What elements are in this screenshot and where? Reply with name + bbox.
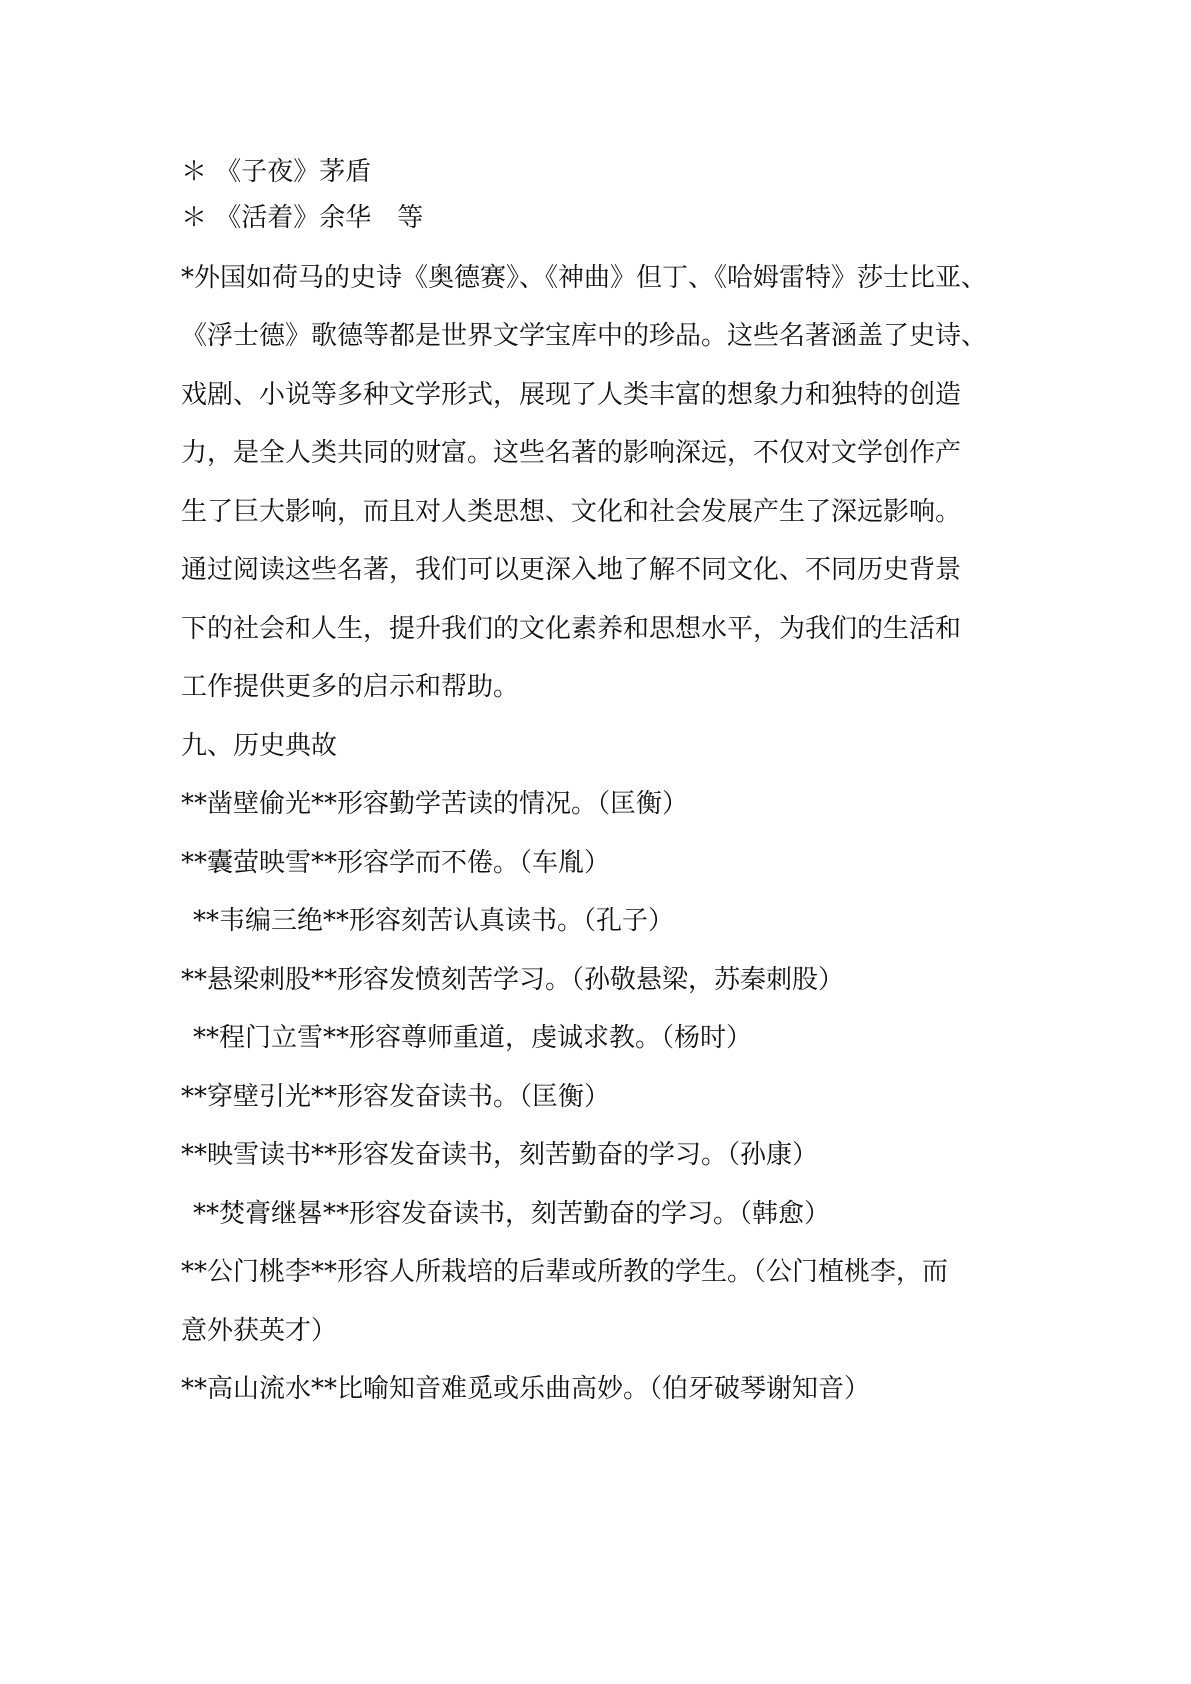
list-item: **程门立雪**形容尊师重道，虔诚求教。（杨时） — [193, 1023, 753, 1053]
paragraph-line: 戏剧、小说等多种文学形式，展现了人类丰富的想象力和独特的创造 — [181, 380, 962, 410]
paragraph-line: *外国如荷马的史诗《奥德赛》、《神曲》但丁、《哈姆雷特》莎士比亚、 — [181, 263, 988, 293]
list-item-continuation: 意外获英才） — [181, 1316, 338, 1346]
paragraph-line: 下的社会和人生，提升我们的文化素养和思想水平，为我们的生活和 — [181, 614, 962, 644]
list-item: **凿壁偷光**形容勤学苦读的情况。（匡衡） — [181, 789, 689, 819]
paragraph-line: 通过阅读这些名著，我们可以更深入地了解不同文化、不同历史背景 — [181, 555, 962, 585]
list-item-huozhe: ＊ 《活着》余华 等 — [181, 203, 424, 233]
section-heading: 九、历史典故 — [181, 731, 338, 761]
list-item: **悬梁刺股**形容发愤刻苦学习。（孙敬悬梁，苏秦刺股） — [181, 965, 845, 995]
list-item: **焚膏继晷**形容发奋读书，刻苦勤奋的学习。（韩愈） — [193, 1199, 831, 1229]
paragraph-line: 《浮士德》歌德等都是世界文学宝库中的珍品。这些名著涵盖了史诗、 — [181, 321, 988, 351]
list-item: **映雪读书**形容发奋读书，刻苦勤奋的学习。（孙康） — [181, 1140, 819, 1170]
list-item: **高山流水**比喻知音难觅或乐曲高妙。（伯牙破琴谢知音） — [181, 1374, 871, 1404]
paragraph-line: 生了巨大影响，而且对人类思想、文化和社会发展产生了深远影响。 — [181, 497, 962, 527]
paragraph-line: 力，是全人类共同的财富。这些名著的影响深远，不仅对文学创作产 — [181, 438, 962, 468]
list-item: **穿壁引光**形容发奋读书。（匡衡） — [181, 1082, 611, 1112]
list-item-ziye: ＊ 《子夜》茅盾 — [181, 157, 372, 187]
list-item: **公门桃李**形容人所栽培的后辈或所教的学生。（公门植桃李，而 — [181, 1257, 949, 1287]
list-item: **韦编三绝**形容刻苦认真读书。（孔子） — [193, 906, 675, 936]
list-item: **囊萤映雪**形容学而不倦。（车胤） — [181, 848, 611, 878]
paragraph-line: 工作提供更多的启示和帮助。 — [181, 672, 520, 702]
